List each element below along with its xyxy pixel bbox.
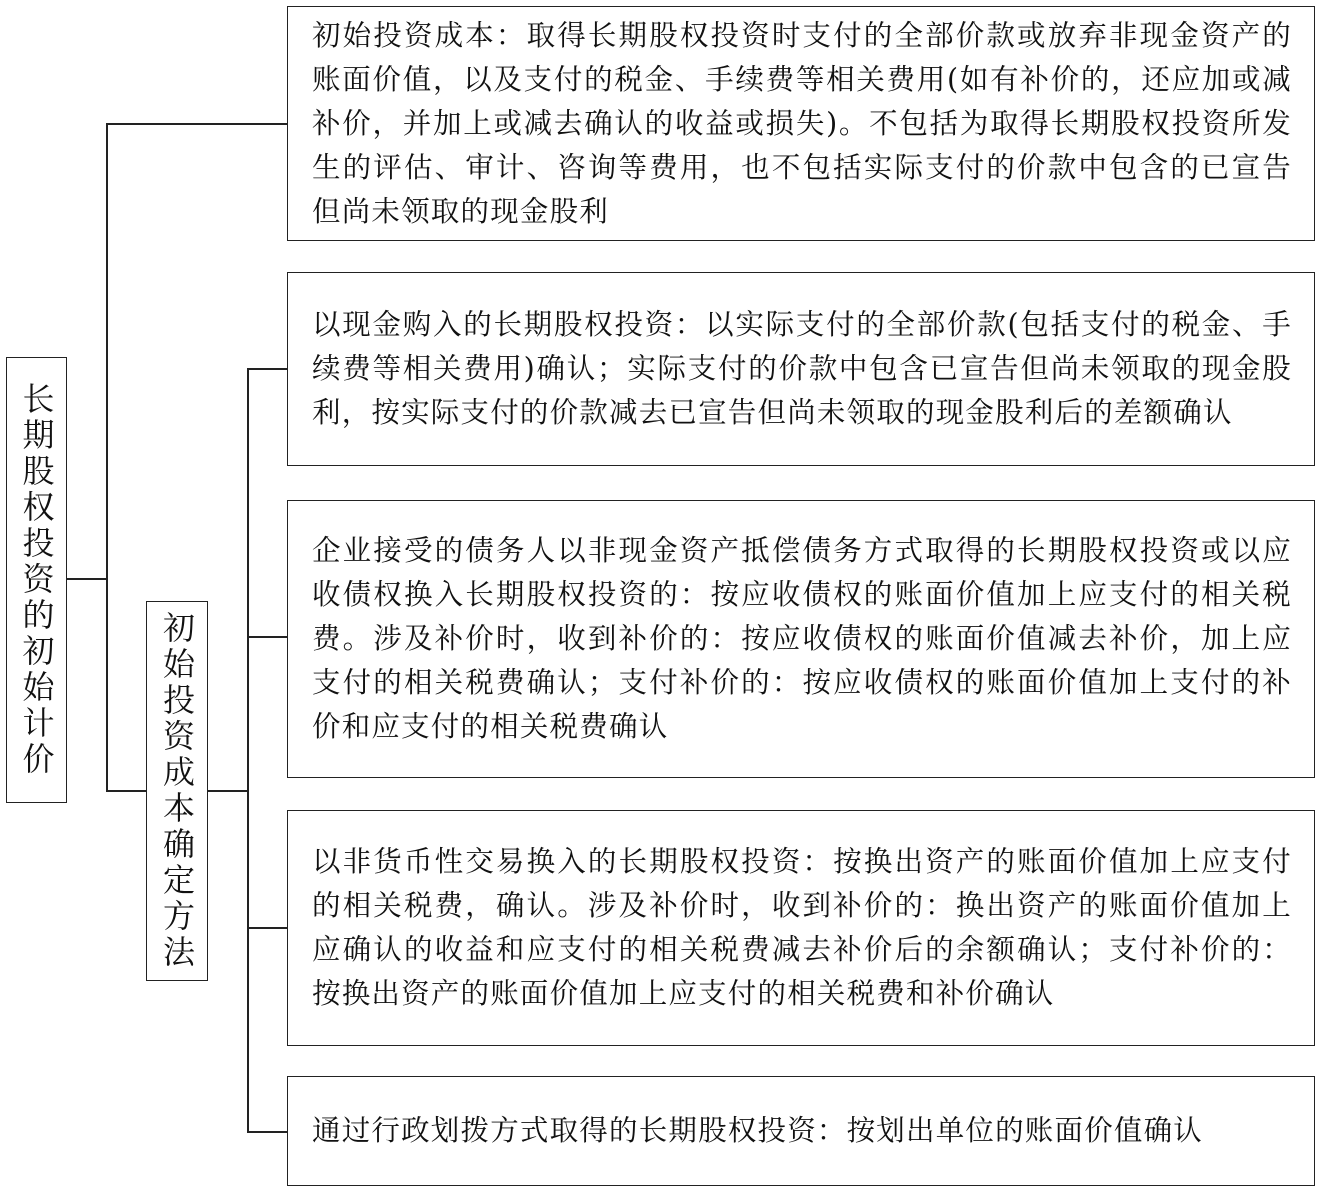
connector-to-definition — [106, 123, 287, 125]
method-item-text: 以现金购入的长期股权投资：以实际支付的全部价款(包括支付的税金、手续费等相关费用)确认；实际支付的价款中包含已宣告但尚未领取的现金股利，按实际支付的价款减去已宣告但尚未领取的现金股利后的差额确认 — [312, 308, 1292, 429]
definition-text: 初始投资成本：取得长期股权投资时支付的全部价款或放弃非现金资产的账面价值，以及支付的税金、手续费等相关费用(如有补价的，还应加或减补价，并加上或减去确认的收益或损失)。不包括为取得长期股权投资所发生的评估、审计、咨询等费用，也不包括实际支付的价款中包含的已宣告但尚未领取的现金股利 — [312, 18, 1292, 228]
connector-to-item-1 — [247, 368, 287, 370]
connector-to-item-3 — [247, 927, 287, 929]
connector-root-trunk — [106, 123, 108, 791]
connector-methods-out — [208, 790, 248, 792]
method-item-text: 通过行政划拨方式取得的长期股权投资：按划出单位的账面价值确认 — [312, 1114, 1204, 1147]
methods-label: 初始投资成本确定方法 — [158, 611, 196, 971]
method-item-text: 以非货币性交易换入的长期股权投资：按换出资产的账面价值加上应支付的相关税费，确认。涉及补价时，收到补价的：换出资产的账面价值加上应确认的收益和应支付的相关税费减去补价后的余额确认；支付补价的：按换出资产的账面价值加上应支付的相关税费和补价确认 — [312, 845, 1292, 1010]
definition-node — [287, 6, 1315, 241]
connector-root-out — [67, 578, 107, 580]
method-item-debt-restructuring — [287, 500, 1315, 778]
connector-to-item-4 — [247, 1131, 287, 1133]
methods-node — [146, 601, 208, 981]
connector-methods-trunk — [247, 368, 249, 1132]
root-label: 长期股权投资的初始计价 — [17, 382, 56, 778]
method-item-nonmonetary-exchange — [287, 810, 1315, 1046]
method-item-text: 企业接受的债务人以非现金资产抵偿债务方式取得的长期股权投资或以应收债权换入长期股权投资的：按应收债权的账面价值加上应支付的相关税费。涉及补价时，收到补价的：按应收债权的账面价值减去补价，加上应支付的相关税费确认；支付补价的：按应收债权的账面价值加上支付的补价和应支付的相关税费确认 — [312, 534, 1292, 743]
connector-to-methods — [106, 790, 146, 792]
root-node — [6, 357, 67, 803]
method-item-cash — [287, 272, 1315, 466]
method-item-administrative-transfer — [287, 1076, 1315, 1186]
connector-to-item-2 — [247, 636, 287, 638]
